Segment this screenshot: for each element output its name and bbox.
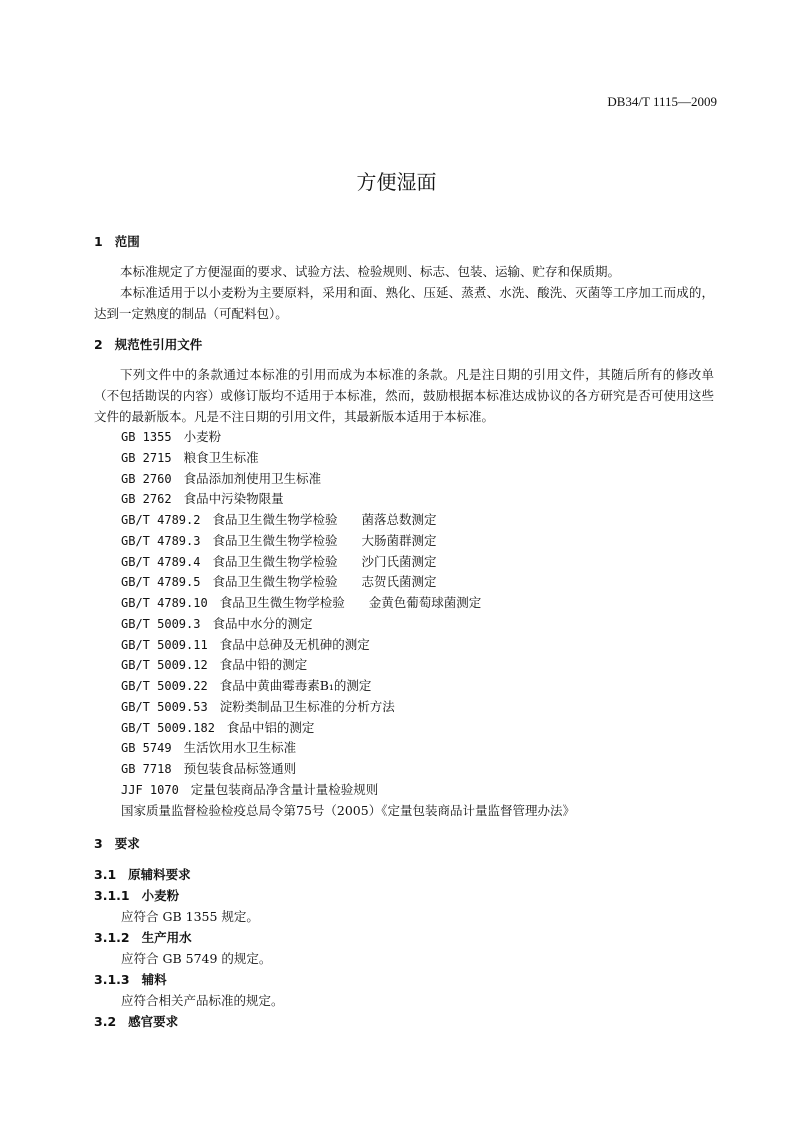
reference-list	[121, 427, 575, 821]
scope-paragraph-1: 本标准规定了方便湿面的要求、试验方法、检验规则、标志、包装、运输、贮存和保质期。	[120, 264, 621, 279]
reference-item	[121, 718, 575, 739]
reference-code: GB 5749	[121, 741, 172, 756]
reference-item	[121, 614, 575, 635]
section-title: 原辅料要求	[128, 867, 191, 882]
reference-code: GB/T 5009.11	[121, 637, 208, 652]
reference-item	[121, 635, 575, 656]
reference-item	[121, 489, 575, 510]
reference-title: 食品中黄曲霉毒素B₁的测定	[219, 678, 372, 693]
reference-title: 食品卫生微生物学检验	[212, 574, 338, 590]
reference-code: GB/T 4789.5	[121, 575, 201, 590]
section-3-1-3-heading	[94, 970, 167, 988]
reference-item	[121, 593, 575, 614]
reference-code: GB 2762	[121, 492, 172, 507]
reference-code: GB/T 5009.182	[121, 720, 215, 735]
reference-code: GB 2715	[121, 450, 172, 465]
reference-title: 食品中总砷及无机砷的测定	[219, 636, 370, 652]
section-title: 规范性引用文件	[114, 337, 203, 352]
reference-title: 生活饮用水卫生标准	[183, 740, 297, 756]
section-3-2-heading	[94, 1012, 178, 1030]
section-number: 3.1.1	[94, 888, 130, 903]
reference-title: 小麦粉	[183, 429, 222, 444]
section-2-heading	[94, 335, 202, 353]
document-title: 方便湿面	[356, 170, 437, 194]
reference-code: GB 1355	[121, 430, 172, 444]
reference-code: GB 2760	[121, 471, 172, 486]
reference-item	[121, 780, 575, 801]
reference-item	[121, 738, 575, 759]
reference-subtitle: 菌落总数测定	[361, 512, 437, 527]
reference-code: GB/T 5009.53	[121, 699, 208, 714]
reference-item	[121, 552, 575, 573]
section-number: 3.2	[94, 1014, 117, 1029]
section-number: 3	[94, 836, 103, 851]
section-title: 要求	[114, 836, 140, 851]
reference-item	[121, 572, 575, 593]
section-number: 3.1.3	[94, 972, 130, 987]
document-number: DB34/T 1115—2009	[607, 94, 717, 109]
reference-title: 食品卫生微生物学检验	[212, 512, 338, 527]
section-title: 感官要求	[128, 1014, 179, 1029]
reference-code: GB/T 4789.10	[121, 596, 208, 610]
reference-code: GB/T 5009.3	[121, 616, 201, 631]
reference-title: 食品添加剂使用卫生标准	[183, 470, 322, 486]
reference-subtitle: 金黄色葡萄球菌测定	[368, 595, 482, 610]
reference-subtitle: 沙门氏菌测定	[361, 553, 437, 569]
section-number: 3.1	[94, 867, 117, 882]
reference-code: GB/T 4789.3	[121, 533, 201, 548]
section-1-heading	[94, 232, 140, 250]
section-title: 生产用水	[141, 930, 192, 945]
normative-references-intro: 下列文件中的条款通过本标准的引用而成为本标准的条款。凡是注日期的引用文件，其随后所有的修改单（不包括勘误的内容）或修订版均不适用于本标准，然而，鼓励根据本标准达成协议的各方研究是否可使用这些文件的最新版本。凡是不注日期的引用文件，其最新版本适用于本标准。	[94, 367, 714, 424]
section-3-1-1-heading	[94, 886, 179, 904]
section-title: 小麦粉	[141, 888, 180, 903]
reference-code: GB/T 5009.22	[121, 679, 208, 693]
reference-item	[121, 759, 575, 780]
reference-code: GB/T 5009.12	[121, 658, 208, 673]
reference-item	[121, 531, 575, 552]
reference-code: JJF 1070	[121, 782, 179, 797]
section-3-1-1-text: 应符合 GB 1355 规定。	[121, 909, 259, 924]
section-3-1-3-text: 应符合相关产品标准的规定。	[121, 993, 284, 1008]
reference-title: 食品中铅的测定	[219, 657, 308, 673]
section-3-heading	[94, 834, 140, 852]
reference-title: 食品卫生微生物学检验	[212, 532, 338, 548]
section-3-1-2-heading	[94, 928, 192, 946]
section-number: 1	[94, 234, 103, 249]
section-title: 范围	[114, 234, 140, 249]
reference-subtitle: 大肠菌群测定	[361, 532, 437, 548]
reference-item	[121, 801, 575, 822]
reference-item	[121, 448, 575, 469]
section-number: 3.1.2	[94, 930, 130, 945]
reference-code: GB/T 4789.2	[121, 513, 201, 527]
section-3-1-2-text: 应符合 GB 5749 的规定。	[121, 951, 272, 966]
section-3-1-heading	[94, 865, 191, 883]
reference-item	[121, 469, 575, 490]
reference-title: 预包装食品标签通则	[183, 761, 297, 776]
reference-item	[121, 676, 575, 697]
reference-item	[121, 427, 575, 448]
reference-item	[121, 510, 575, 531]
scope-paragraph-2: 本标准适用于以小麦粉为主要原料，采用和面、熟化、压延、蒸煮、水洗、酸洗、灭菌等工序加工而成的，达到一定熟度的制品（可配料包）。	[94, 285, 714, 321]
reference-title: 食品卫生微生物学检验	[219, 595, 345, 610]
reference-title: 食品中污染物限量	[183, 491, 284, 507]
reference-title: 粮食卫生标准	[183, 449, 259, 465]
reference-title: 食品卫生微生物学检验	[212, 553, 338, 569]
reference-title: 定量包装商品净含量计量检验规则	[190, 781, 379, 797]
reference-code: GB 7718	[121, 762, 172, 776]
reference-title: 食品中水分的测定	[212, 615, 313, 631]
section-title: 辅料	[141, 972, 167, 987]
reference-item	[121, 655, 575, 676]
reference-code: GB/T 4789.4	[121, 554, 201, 569]
reference-title: 淀粉类制品卫生标准的分析方法	[219, 698, 395, 714]
reference-item	[121, 697, 575, 718]
reference-title: 国家质量监督检验检疫总局令第75号（2005）《定量包装商品计量监督管理办法》	[121, 802, 575, 818]
reference-title: 食品中铝的测定	[226, 719, 315, 735]
reference-subtitle: 志贺氏菌测定	[361, 574, 437, 590]
section-number: 2	[94, 337, 103, 352]
